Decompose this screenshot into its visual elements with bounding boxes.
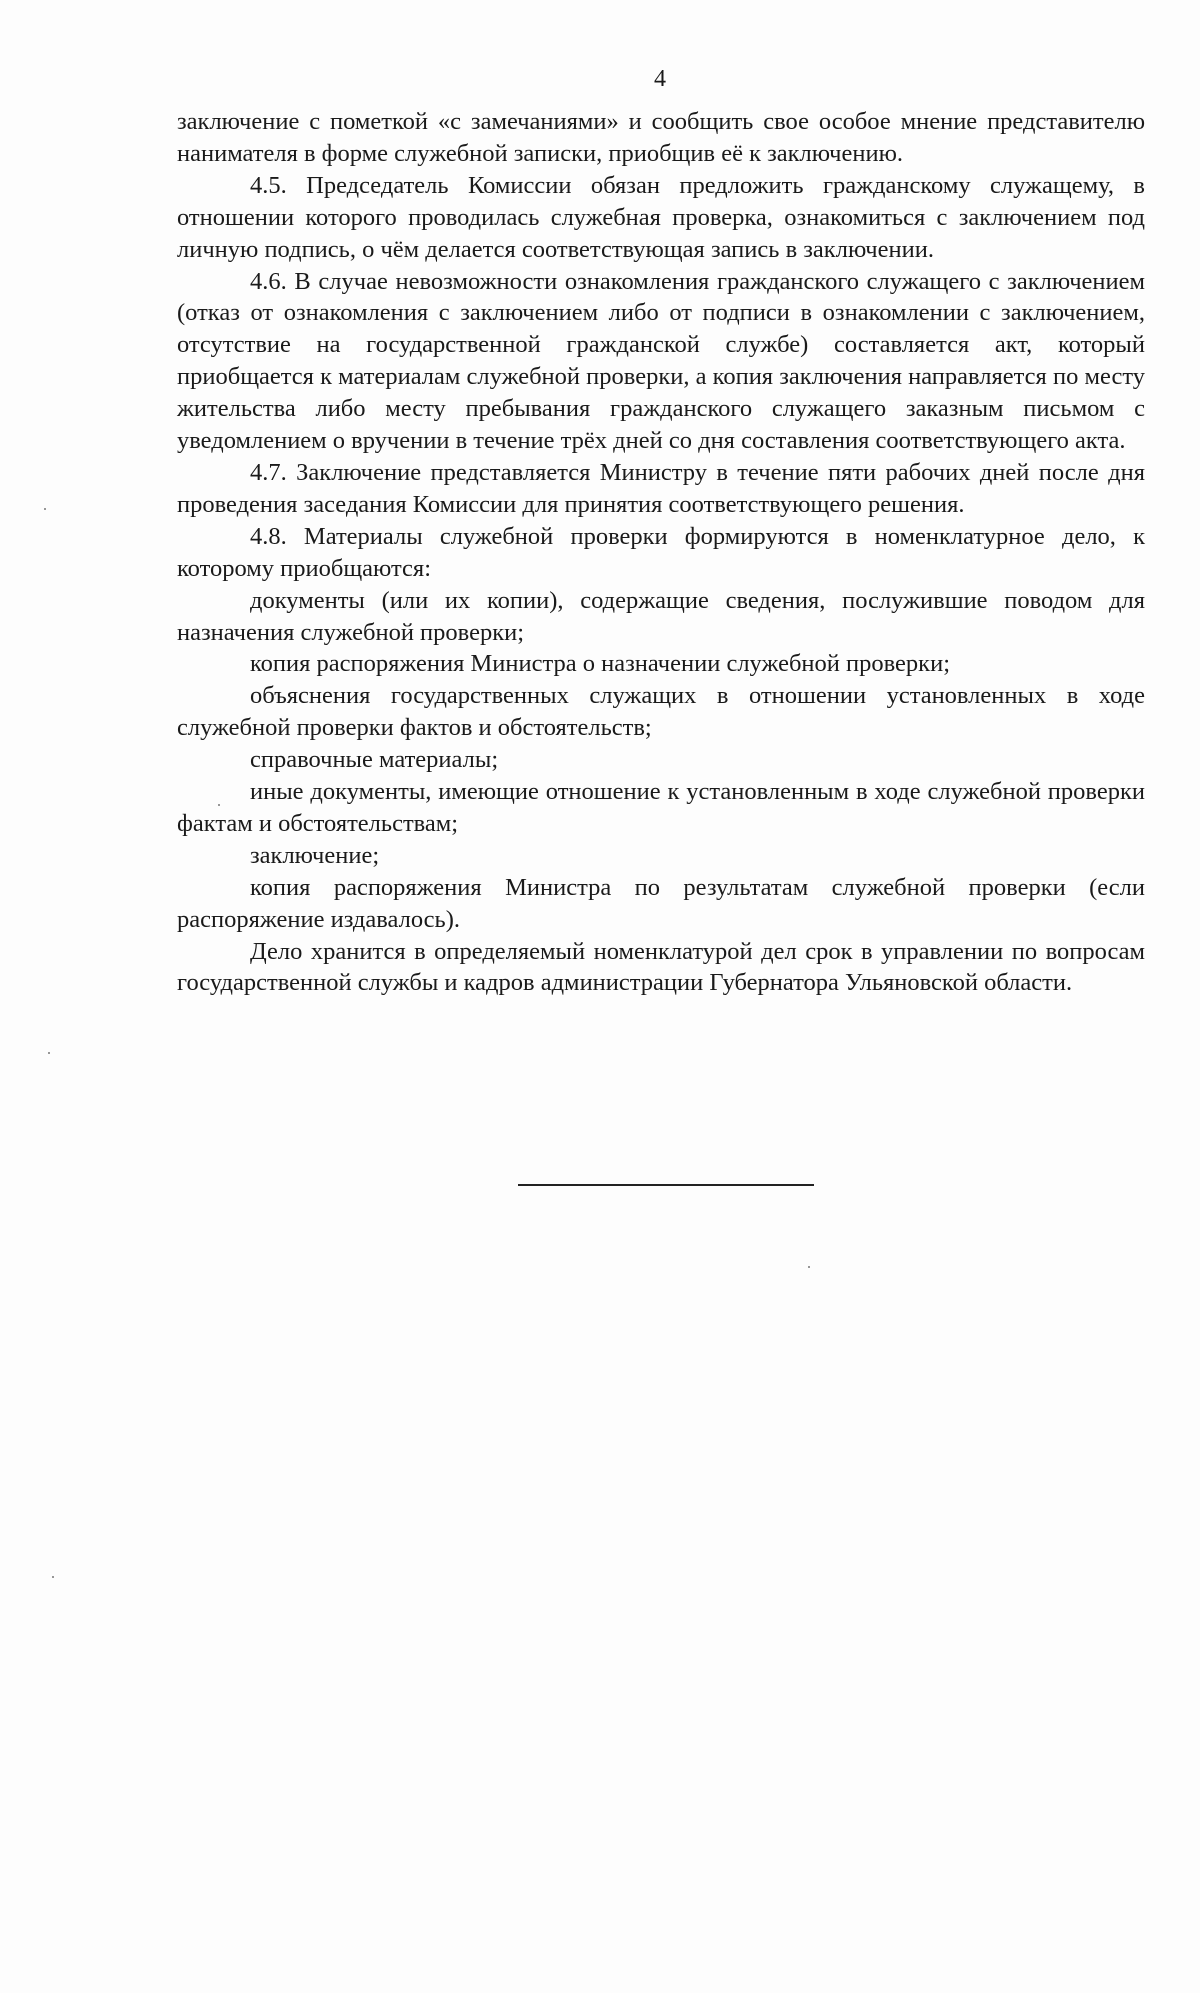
scan-speck [808,1266,810,1268]
paragraph-4-8: 4.8. Материалы служебной проверки формируются в номенклатурное дело, к которому приобщаются: [177,522,1145,582]
list-item-order-copy: копия распоряжения Министра о назначении служебной проверки; [250,650,950,678]
scan-speck [52,1576,54,1578]
list-item-other-documents: иные документы, имеющие отношение к установленным в ходе служебной проверки фактам и обстоятельствам; [177,778,1145,837]
page-number: 4 [654,66,666,92]
paragraph-storage: Дело хранится в определяемый номенклатурой дел срок в управлении по вопросам государственной службы и кадров администрации Губернатора Ульяновской области. [177,937,1145,997]
list-item-explanations: объяснения государственных служащих в отношении установленных в ходе служебной проверки фактов и обстоятельств; [177,682,1145,742]
scan-speck [218,804,220,806]
document-body [177,106,1145,999]
end-of-text-rule [518,1184,814,1186]
list-item-documents: документы (или их копии), содержащие сведения, послужившие поводом для назначения служебной проверки; [177,586,1145,646]
paragraph-4-7: 4.7. Заключение представляется Министру в течение пяти рабочих дней после дня проведения заседания Комиссии для принятия соответствующего решения. [177,458,1145,518]
paragraph-4-6: 4.6. В случае невозможности ознакомления гражданского служащего с заключением (отказ от ознакомления с заключением либо от подписи в ознакомлении с заключением, отсутствие на государственной гражданской службе) составляется акт, который приобщается к материалам служебной проверки, а копия заключения направляется по месту жительства либо месту пребывания гражданского служащего заказным письмом с уведомлением о вручении в течение трёх дней со дня составления соответствующего акта. [177,267,1145,455]
list-item-result-order-copy: копия распоряжения Министра по результатам служебной проверки (если распоряжение издавалось). [177,873,1145,933]
list-item-reference-materials: справочные материалы; [250,746,499,774]
paragraph-continuation: заключение с пометкой «с замечаниями» и сообщить свое особое мнение представителю нанимателя в форме служебной записки, приобщив её к заключению. [177,108,1145,167]
scan-speck [48,1052,50,1054]
list-item-conclusion: заключение; [250,841,380,869]
paragraph-4-5: 4.5. Председатель Комиссии обязан предложить гражданскому служащему, в отношении которого проводилась служебная проверка, ознакомиться с заключением под личную подпись, о чём делается соответствующая запись в заключении. [177,171,1145,263]
scan-speck [44,508,46,510]
